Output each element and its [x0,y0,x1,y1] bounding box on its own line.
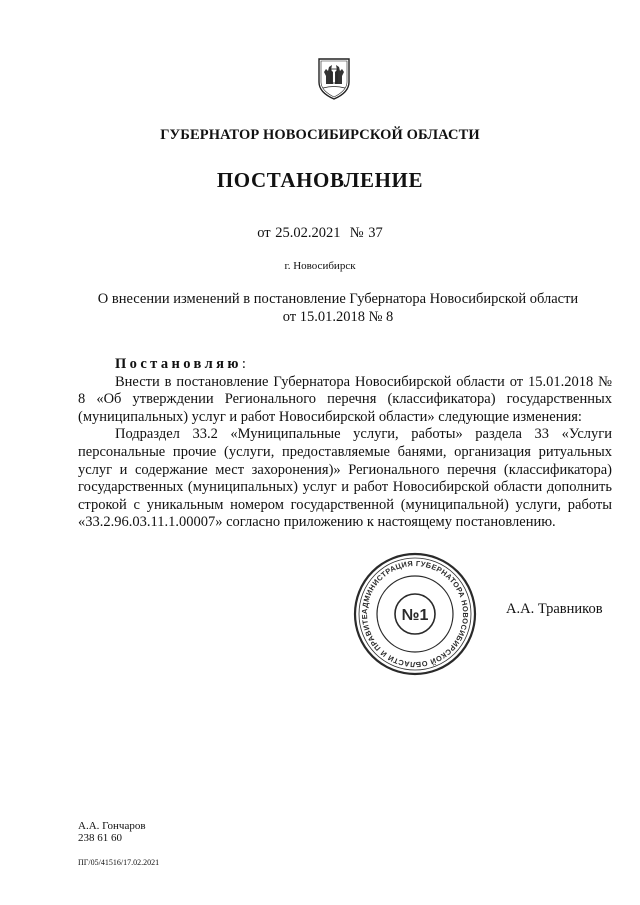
document-body [78,356,612,532]
body-paragraph-1: Внести в постановление Губернатора Новосибирской области от 15.01.2018 № 8 «Об утверждении Регионального перечня (классификатора) государственных (муниципальных) услуг и работ Новосибирской области» следующие изменения: [78,373,612,425]
stamp-ring-text: АДМИНИСТРАЦИЯ ГУБЕРНАТОРА НОВОСИБИРСКОЙ ОБЛАСТИ И ПРАВИТЕ [359,558,471,670]
executor-phone: 238 61 60 [78,832,122,844]
resolve-word: Постановляю [115,356,242,372]
executor-name: А.А. Гончаров [78,820,146,832]
executor-block [78,820,146,844]
signer-name: А.А. Травников [506,601,603,617]
document-type: ПОСТАНОВЛЕНИЕ [216,168,424,192]
resolve-colon: : [241,356,246,372]
organization-title: ГУБЕРНАТОР НОВОСИБИРСКОЙ ОБЛАСТИ [160,127,480,143]
official-seal-icon [353,552,477,676]
document-subject [90,290,586,326]
date-number: от 25.02.2021 № 37 [257,225,383,241]
city: г. Новосибирск [284,260,356,272]
document-code: ПГ/05/41516/17.02.2021 [78,858,160,867]
subject-line-1: О внесении изменений в постановление Губернатора Новосибирской области [97,291,579,307]
resolve-heading [78,356,612,374]
coat-of-arms-icon [317,56,351,100]
subject-line-2: от 15.01.2018 № 8 [282,309,394,325]
stamp-number: №1 [401,607,429,624]
body-paragraph-2: Подраздел 33.2 «Муниципальные услуги, работы» раздела 33 «Услуги персональные прочие (услуги, предоставляемые банями, организация ритуальных услуг и содержание мест захоронения)» Регионального перечня (классификатора) государственных (муниципальных) услуг и работ Новосибирской области дополнить строкой с уникальным номером государственной (муниципальной) услуги, работы «33.2.96.03.11.1.00007» согласно приложению к настоящему постановлению. [78,426,612,531]
